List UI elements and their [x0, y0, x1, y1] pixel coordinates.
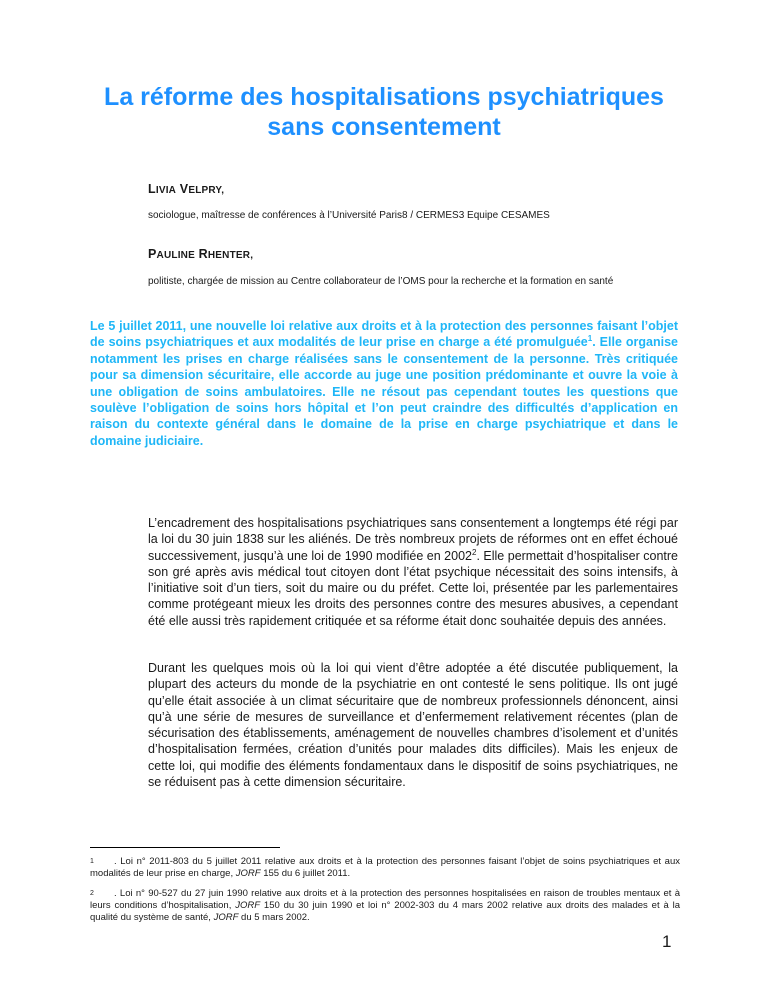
body-paragraph-2: Durant les quelques mois où la loi qui vient d’être adoptée a été discutée publiquement, la plupart des acteurs du monde de la psychiatrie en ont contesté le sens politique. Ils ont jugé qu’elle était associée à un climat sécuritaire que de nombreux professionnels dénoncent, ainsi qu’à une série de mesures de surveillance et d’enfermement relativement récentes (plan de sécurisation des établissements, aménagement de nouvelles chambres d’isolement et d’unités d’hospitalisation fermées, création d’unités pour malades dits difficiles). Mais les enjeux de cette loi, qui modifie des éléments fondamentaux dans le dispositif de soins psychiatriques, ne se réduisent pas à cette dimension sécuritaire.	[148, 661, 678, 790]
title-line-1: La réforme des hospitalisations psychiatriques	[104, 83, 664, 111]
author-name-2: PAULINE RHENTER,	[148, 247, 254, 261]
author-affiliation-2: politiste, chargée de mission au Centre collaborateur de l’OMS pour la recherche et la formation en santé	[148, 276, 614, 287]
author-name-1: LIVIA VELPRY,	[148, 182, 225, 196]
footnote-1: 1 . Loi n° 2011-803 du 5 juillet 2011 relative aux droits et à la protection des personnes faisant l’objet de soins psychiatriques et aux modalités de leur prise en charge, JORF 155 du 6 juillet 2011.	[90, 856, 680, 879]
footnote-ref-2[interactable]: 2	[471, 547, 477, 557]
abstract-paragraph: Le 5 juillet 2011, une nouvelle loi relative aux droits et à la protection des personnes faisant l’objet de soins psychiatriques et aux modalités de leur prise en charge a été promulguée$^1$. Elle organise notamment les prises en charge réalisées sans le consentement de la personne. Très critiquée pour sa dimension sécuritaire, elle accorde au juge une position prédominante et ouvre la voie à une obligation de soins ambulatoires. Elle ne résout pas cependant toutes les questions que soulève l’obligation de soins hors hôpital et l’on peut craindre des difficultés d’application en raison du contexte général dans le domaine de la prise en charge psychiatrique et dans le domaine judiciaire.	[90, 319, 678, 448]
article-title	[0, 82, 768, 142]
body-paragraph-1: L’encadrement des hospitalisations psychiatriques sans consentement a longtemps été régi par la loi du 30 juin 1838 sur les aliénés. De très nombreux projets de réformes ont en effet échoué successivement, jusqu’à une loi de 1990 modifiée en 2002$^2$. Elle permettait d’hospitaliser contre son gré après avis médical tout citoyen dont l’état psychique nécessitait des soins intensifs, à l’initiative soit d’un tiers, soit du maire ou du préfet. Cette loi, présentée par les parlementaires comme protégeant mieux les droits des personnes contre des mesures abusives, a cependant été elle aussi très rapidement critiquée et sa réforme était donc souhaitée depuis des années.	[148, 516, 678, 628]
footnote-2: 2 . Loi n° 90-527 du 27 juin 1990 relative aux droits et à la protection des personnes hospitalisées en raison de troubles mentaux et à leurs conditions d’hospitalisation, JORF 150 du 30 juin 1990 et loi n° 2002-303 du 4 mars 2002 relative aux droits des malades et à la qualité du système de santé, JORF du 5 mars 2002.	[90, 888, 680, 923]
author-affiliation-1: sociologue, maîtresse de conférences à l’Université Paris8 / CERMES3 Equipe CESAMES	[148, 210, 550, 221]
footnote-divider	[90, 847, 280, 848]
page-number: 1	[662, 932, 672, 951]
title-line-2: sans consentement	[267, 113, 501, 141]
footnote-ref-1[interactable]: 1	[587, 334, 593, 344]
